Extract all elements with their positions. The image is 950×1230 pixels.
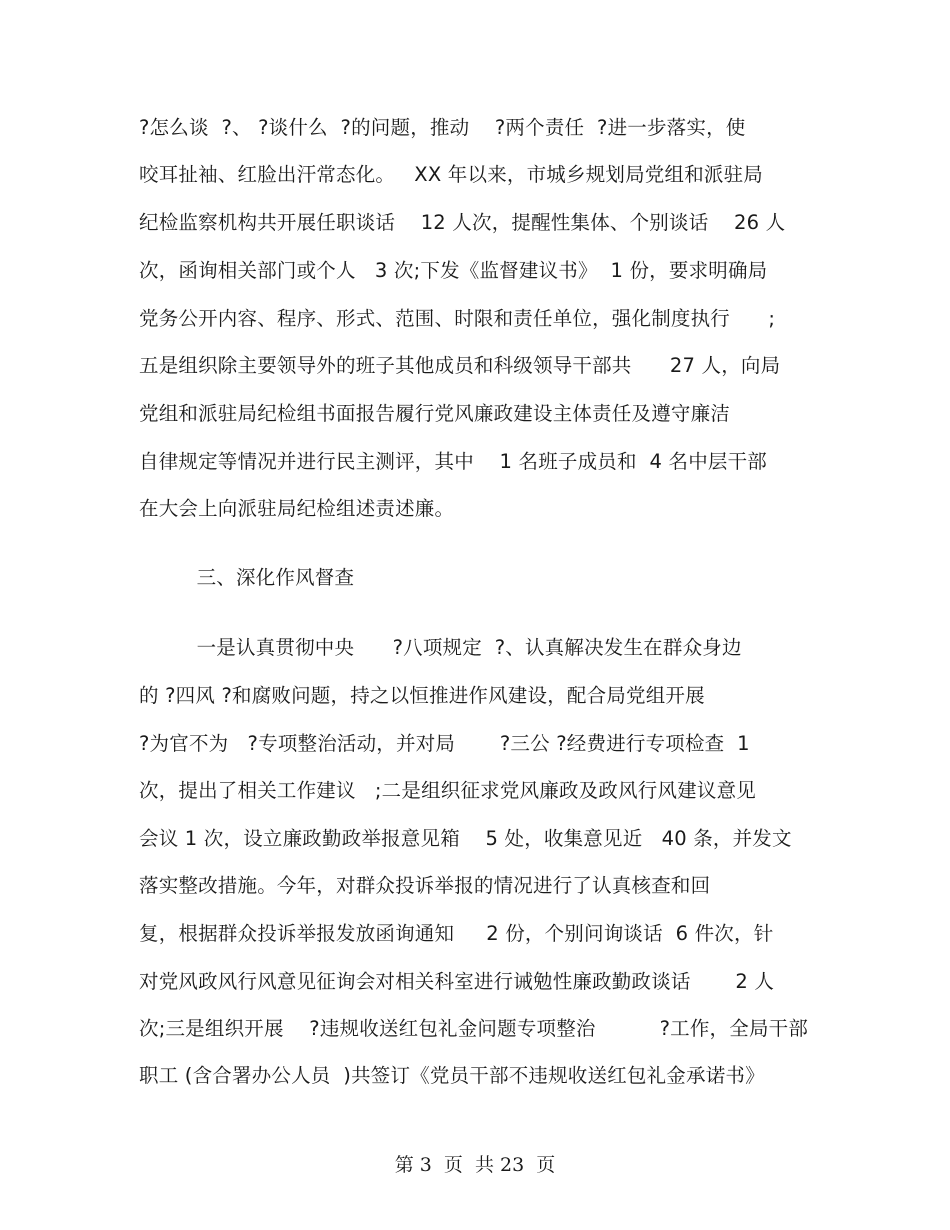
body-line-15: 落实整改措施。今年，对群众投诉举报的情况进行了认真核查和回 bbox=[139, 874, 711, 897]
body-line-8: 自律规定等情况并进行民主测评，其中 1 名班子成员和 4 名中层干部 bbox=[139, 450, 768, 473]
body-line-18: 次;三是组织开展 ?违规收送红包礼金问题专项整治 ?工作，全局干部 bbox=[139, 1017, 809, 1040]
body-line-5: 党务公开内容、程序、形式、范围、时限和责任单位，强化制度执行 ; bbox=[139, 307, 776, 330]
body-line-7: 党组和派驻局纪检组书面报告履行党风廉政建设主体责任及遵守廉洁 bbox=[139, 402, 731, 425]
body-line-14: 会议 1 次，设立廉政勤政举报意见箱 5 处，收集意见近 40 条，并发文 bbox=[139, 827, 792, 850]
body-line-13: 次，提出了相关工作建议 ;二是组织征求党风廉政及政风行风建议意见 bbox=[139, 779, 756, 802]
body-line-4: 次，函询相关部门或个人 3 次;下发《监督建议书》 1 份，要求明确局 bbox=[139, 259, 768, 282]
body-line-3: 纪检监察机构共开展任职谈话 12 人次，提醒性集体、个别谈话 26 人 bbox=[139, 211, 786, 234]
body-line-11: 的 ?四风 ?和腐败问题，持之以恒推进作风建设，配合局党组开展 bbox=[139, 684, 705, 707]
body-line-1: ?怎么谈 ?、 ?谈什么 ?的问题，推动 ?两个责任 ?进一步落实，使 bbox=[139, 116, 746, 139]
section-heading: 三、深化作风督查 bbox=[139, 566, 355, 589]
body-line-16: 复，根据群众投诉举报发放函询通知 2 份，个别问询谈话 6 件次，针 bbox=[139, 922, 774, 945]
body-line-17: 对党风政风行风意见征询会对相关科室进行诫勉性廉政勤政谈话 2 人 bbox=[139, 970, 775, 993]
body-line-12: ?为官不为 ?专项整治活动，并对局 ?三公 ?经费进行专项检查 1 bbox=[139, 732, 750, 755]
body-line-2: 咬耳扯袖、红脸出汗常态化。 XX 年以来，市城乡规划局党组和派驻局 bbox=[139, 163, 764, 186]
body-line-19: 职工 (含合署办公人员 )共签订《党员干部不违规收送红包礼金承诺书》 bbox=[139, 1064, 765, 1087]
body-line-6: 五是组织除主要领导外的班子其他成员和科级领导干部共 27 人，向局 bbox=[139, 354, 781, 377]
body-line-9: 在大会上向派驻局纪检组述责述廉。 bbox=[139, 497, 455, 520]
page-number-footer: 第 3 页 共 23 页 bbox=[394, 1154, 556, 1176]
body-line-10: 一是认真贯彻中央 ?八项规定 ?、认真解决发生在群众身边 bbox=[139, 636, 742, 659]
